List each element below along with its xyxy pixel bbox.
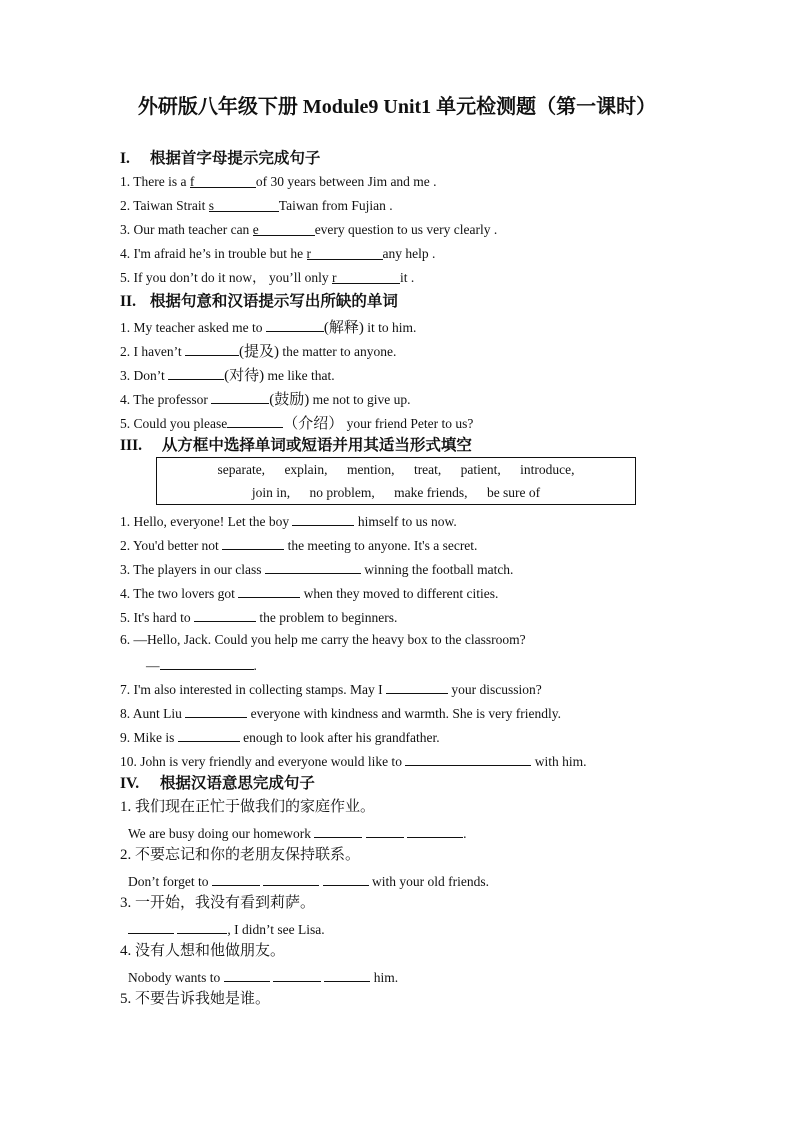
item-text: everyone with kindness and warmth. She is very friendly.: [247, 706, 561, 721]
sec3-item-2: [120, 535, 477, 555]
item-text: with him.: [531, 754, 587, 769]
answer-blank[interactable]: [177, 919, 227, 934]
answer-blank[interactable]: [185, 703, 247, 718]
sec1-item-2: [120, 197, 393, 215]
item-text: 7. I'm also interested in collecting stamps. May I: [120, 682, 386, 697]
answer-blank[interactable]: [324, 967, 370, 982]
word-option: introduce,: [520, 462, 575, 477]
first-letter: f: [189, 174, 195, 189]
section-title: 从方框中选择单词或短语并用其适当形式填空: [161, 437, 472, 454]
item-text: 9. Mike is: [120, 730, 178, 745]
answer-blank[interactable]: [168, 365, 224, 380]
item-text: .: [253, 658, 257, 673]
sec4-item-1-chinese: 1. 我们现在正忙于做我们的家庭作业。: [120, 799, 376, 815]
item-text: of 30 years between Jim and me .: [255, 174, 437, 189]
sec4-item-2-english: [128, 871, 489, 891]
item-text: 4. The two lovers got: [120, 586, 239, 601]
sec4-item-4-english: [128, 967, 398, 987]
first-letter: r: [306, 246, 312, 261]
item-text: 5. If you don’t do it now， you’ll only: [120, 270, 332, 285]
section-4-heading: [120, 774, 315, 794]
item-text: every question to us very clearly .: [314, 222, 498, 237]
item-text: 5. Could you please: [120, 416, 228, 431]
word-option: explain,: [284, 462, 328, 477]
item-text: Don’t forget to: [128, 874, 212, 889]
chinese-hint: （介绍）: [283, 416, 344, 432]
word-bank-row-1: [157, 458, 635, 481]
item-text: the meeting to anyone. It's a secret.: [284, 538, 478, 553]
sec1-item-1: [120, 173, 437, 191]
item-text: 3. The players in our class: [120, 562, 265, 577]
sec4-item-4-chinese: 4. 没有人想和他做朋友。: [120, 943, 286, 959]
answer-blank[interactable]: [323, 871, 369, 886]
item-text: winning the football match.: [360, 562, 514, 577]
answer-blank[interactable]: [209, 197, 279, 212]
item-text: 10. John is very friendly and everyone would like to: [120, 754, 406, 769]
item-text: We are busy doing our homework: [128, 826, 315, 841]
item-text: any help .: [382, 246, 436, 261]
sec2-item-4: [120, 389, 410, 409]
sec4-item-5-chinese: 5. 不要告诉我她是谁。: [120, 991, 271, 1007]
section-3-heading: [120, 436, 472, 456]
word-bank-box: [156, 457, 636, 505]
word-option: join in,: [251, 485, 291, 500]
sec3-item-1: [120, 511, 457, 531]
section-title: 根据汉语意思完成句子: [159, 775, 315, 792]
answer-blank[interactable]: [224, 967, 270, 982]
answer-blank[interactable]: [212, 871, 260, 886]
sec3-item-4: [120, 583, 498, 603]
sec3-item-6: [120, 631, 526, 649]
answer-blank[interactable]: [366, 823, 404, 838]
answer-blank[interactable]: [332, 269, 400, 284]
sec3-item-9: [120, 727, 440, 747]
word-bank-row-2: [157, 481, 635, 504]
answer-blank[interactable]: [222, 535, 284, 550]
section-number: II.: [120, 293, 136, 310]
item-text: 2. Taiwan Strait: [120, 198, 209, 213]
item-text: your friend Peter to us?: [343, 416, 474, 431]
item-text: Nobody wants to: [128, 970, 224, 985]
word-option: separate,: [217, 462, 266, 477]
word-option: treat,: [413, 462, 442, 477]
sec4-item-1-english: [128, 823, 467, 843]
first-letter: s: [208, 198, 215, 213]
section-1-heading: [120, 149, 320, 169]
item-text: your discussion?: [448, 682, 542, 697]
sec1-item-5: [120, 269, 414, 287]
sec2-item-3: [120, 365, 335, 385]
answer-blank[interactable]: [128, 919, 174, 934]
sec2-item-1: [120, 317, 416, 337]
word-option: make friends,: [394, 485, 468, 500]
answer-blank[interactable]: [194, 607, 256, 622]
sec3-item-3: [120, 559, 513, 579]
page-title: 外研版八年级下册 Module9 Unit1 单元检测题（第一课时）: [137, 96, 657, 118]
answer-blank[interactable]: [386, 679, 448, 694]
chinese-hint: (对待): [224, 368, 265, 384]
answer-blank[interactable]: [211, 389, 269, 404]
item-text: 5. It's hard to: [120, 610, 195, 625]
section-number: I.: [120, 150, 130, 167]
item-text: himself to us now.: [354, 514, 457, 529]
item-text: 6. —Hello, Jack. Could you help me carry the heavy box to the classroom?: [120, 632, 526, 647]
chinese-hint: (鼓励): [269, 392, 310, 408]
answer-blank[interactable]: [178, 727, 240, 742]
answer-blank[interactable]: [160, 655, 254, 670]
sec3-item-5: [120, 607, 397, 627]
answer-blank[interactable]: [265, 559, 361, 574]
word-option: mention,: [346, 462, 395, 477]
item-text: the problem to beginners.: [256, 610, 398, 625]
word-option: no problem,: [309, 485, 375, 500]
answer-blank[interactable]: [263, 871, 319, 886]
sec4-item-3-chinese: 3. 一开始，我没有看到莉萨。: [120, 895, 316, 911]
sec3-item-8: [120, 703, 561, 723]
answer-blank[interactable]: [238, 583, 300, 598]
word-option: be sure of: [486, 485, 541, 500]
sec4-item-3-english: [128, 919, 325, 939]
item-text: the matter to anyone.: [278, 344, 397, 359]
chinese-hint: (提及): [238, 344, 279, 360]
section-number: III.: [120, 437, 142, 454]
item-text: him.: [370, 970, 399, 985]
answer-blank[interactable]: [314, 823, 362, 838]
sec4-item-2-chinese: 2. 不要忘记和你的老朋友保持联系。: [120, 847, 361, 863]
item-text: .: [463, 826, 467, 841]
item-text: me not to give up.: [309, 392, 411, 407]
item-text: when they moved to different cities.: [300, 586, 499, 601]
sec1-item-4: [120, 245, 435, 263]
item-text: with your old friends.: [368, 874, 489, 889]
answer-blank[interactable]: [253, 221, 315, 236]
word-option: patient,: [460, 462, 501, 477]
section-number: IV.: [120, 775, 140, 792]
item-text: 8. Aunt Liu: [120, 706, 186, 721]
item-text: Taiwan from Fujian .: [278, 198, 393, 213]
answer-blank[interactable]: [266, 317, 324, 332]
item-text: 3. Don’t: [120, 368, 169, 383]
item-text: 1. My teacher asked me to: [120, 320, 266, 335]
answer-blank[interactable]: [190, 173, 256, 188]
item-text: enough to look after his grandfather.: [239, 730, 440, 745]
section-2-heading: [120, 292, 398, 312]
sec3-item-7: [120, 679, 542, 699]
sec1-item-3: [120, 221, 497, 239]
item-text: 4. The professor: [120, 392, 212, 407]
item-text: me like that.: [264, 368, 335, 383]
item-text: 2. I haven’t: [120, 344, 185, 359]
sec3-item-6-answer: [146, 655, 257, 675]
sec3-item-10: [120, 751, 586, 771]
item-text: it .: [400, 270, 415, 285]
item-text: 3. Our math teacher can: [120, 222, 253, 237]
item-text: 1. There is a: [120, 174, 190, 189]
item-text: it to him.: [363, 320, 417, 335]
item-text: —: [146, 658, 160, 673]
answer-blank[interactable]: [292, 511, 354, 526]
first-letter: e: [252, 222, 259, 237]
chinese-hint: (解释): [323, 320, 364, 336]
item-text: 2. You'd better not: [120, 538, 223, 553]
item-text: 1. Hello, everyone! Let the boy: [120, 514, 293, 529]
answer-blank[interactable]: [405, 751, 531, 766]
item-text: , I didn’t see Lisa.: [227, 922, 325, 937]
section-title: 根据句意和汉语提示写出所缺的单词: [149, 293, 398, 310]
item-text: 4. I'm afraid he’s in trouble but he: [120, 246, 307, 261]
answer-blank[interactable]: [407, 823, 463, 838]
answer-blank[interactable]: [185, 341, 239, 356]
section-title: 根据首字母提示完成句子: [149, 150, 321, 167]
answer-blank[interactable]: [227, 413, 283, 428]
sec2-item-5: [120, 413, 473, 433]
sec2-item-2: [120, 341, 396, 361]
first-letter: r: [332, 270, 337, 285]
answer-blank[interactable]: [273, 967, 321, 982]
answer-blank[interactable]: [307, 245, 383, 260]
